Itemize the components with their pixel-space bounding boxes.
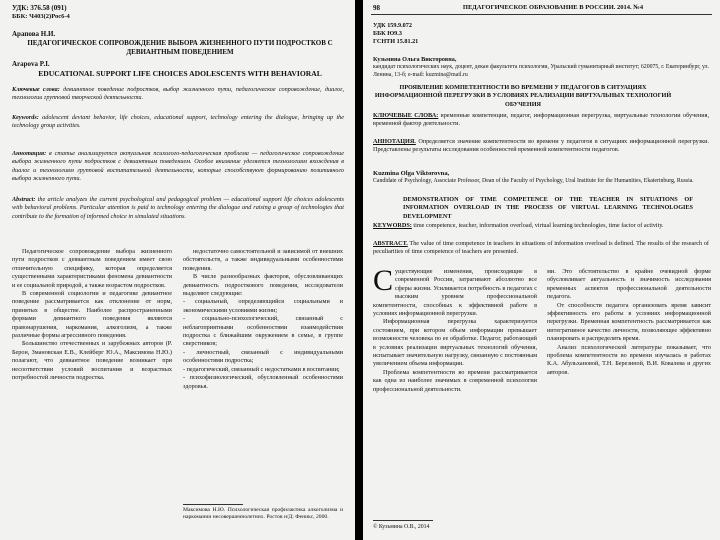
keywords-en-label: Keywords: xyxy=(12,114,39,121)
udk-code: УДК: 376.58 (091) xyxy=(12,4,67,12)
author-en: Arapova P.I. xyxy=(12,60,50,68)
gsnti-code: ГСНТИ 15.81.21 xyxy=(373,38,419,45)
body-paragraph: Педагогическое сопровождение выбора жизненного пути подростков с девиантным поведением имеет свою отличительную специфику, которая определяется существенными характеристиками феномена девиантности и ее социальной природой, а также возрастом подростков. xyxy=(12,248,172,289)
drop-cap: С xyxy=(373,264,394,297)
keywords-ru-label: Ключевые слова: xyxy=(12,86,60,93)
list-item: - социальный, определяющийся социальными и экономическими условиями жизни; xyxy=(183,298,343,314)
left-page xyxy=(0,0,355,540)
keywords-en-text: adolescent deviant behavior, life choices, educational support, technology entering the dialogue, bringing up the technology group activities. xyxy=(12,114,345,130)
list-item: - личностный, связанный с индивидуальными особенностями подростка; xyxy=(183,348,343,365)
article-title-en: EDUCATIONAL SUPPORT LIFE CHOICES ADOLESCENTS WITH BEHAVIORAL xyxy=(38,69,322,78)
keywords-ru xyxy=(12,86,344,103)
body-paragraph: В современной социологии и педагогике девиантное поведение рассматривается как отклонение от норм, принятых в обществе. Наиболее распространенными формами девиантного поведения являются правонарушения, наркомания, алкоголизм, а также различные формы агрессивного поведения. xyxy=(12,290,172,340)
bbk-code: ББК Ю9.3 xyxy=(373,30,402,37)
page-number: 98 xyxy=(373,4,380,12)
article-title-en: DEMONSTRATION OF TIME COMPETENCE OF THE TEACHER IN SITUATIONS OF INFORMATION OVERLOAD IN THE PROCESS OF VIRTUAL LEARNING TECHNOLOGIES DEVELOPMENT xyxy=(403,196,693,220)
list-item: - педагогический, связанный с недостатками в воспитании; xyxy=(183,365,340,373)
affiliation-ru: кандидат психологических наук, доцент, декан факультета психологии, Уральский гуманитарный институт; 620075, г. Екатеринбург, ул. Ленина, 13-б; e-mail: kuzmina@mail.ru xyxy=(373,64,709,78)
keywords-en-label: KEYWORDS: xyxy=(373,222,412,229)
abstract-ru-text: Определяется значение компетентности во времени у педагогов в ситуациях информационной перегрузки. Представлены результаты исследования особенностей временной компетентности педагогов. xyxy=(373,138,709,154)
article-title-ru: ПЕДАГОГИЧЕСКОЕ СОПРОВОЖДЕНИЕ ВЫБОРА ЖИЗНЕННОГО ПУТИ ПОДРОСТКОВ С ДЕВИАНТНЫМ ПОВЕДЕНИЕМ xyxy=(27,39,333,56)
keywords-ru-label: КЛЮЧЕВЫЕ СЛОВА: xyxy=(373,112,439,119)
affiliation-en: Candidate of Psychology, Associate Professor, Dean of the Faculty of Psychology, Ural Institute for the Humanities, Ekaterinburg, Russia. xyxy=(373,178,694,184)
keywords-ru xyxy=(373,112,709,129)
list-item: - социально-психологический, связанный с неблагоприятными особенностями взаимодействия подростка с ближайшим окружением в семье, в группе сверстников; xyxy=(183,315,343,348)
abstract-en-label: Abstract: xyxy=(12,196,36,203)
body-paragraph: уществующие изменения, происходящие в современной России, затрагивают абсолютно все сферы жизни. Усиливается потребность в педагогах с высоким уровнем профессиональной компетентности, способных к эффективной работе в условиях информационной перегрузки. xyxy=(373,268,537,318)
keywords-en-text: time competence, teacher, information overload, virtual learning technologies, time factor of activity. xyxy=(413,222,664,229)
author-en: Kuzmina Olga Viktorovna, xyxy=(373,170,450,177)
header-rule xyxy=(371,14,712,15)
author-ru: Арапова Н.И. xyxy=(12,30,56,38)
body-column-1 xyxy=(373,264,537,394)
article-title-ru: ПРОЯВЛЕНИЕ КОМПЕТЕНТНОСТИ ВО ВРЕМЕНИ У ПЕДАГОГОВ В СИТУАЦИЯХ ИНФОРМАЦИОННОЙ ПЕРЕГРУЗКИ В УСЛОВИЯХ РЕАЛИЗАЦИИ ВИРТУАЛЬНЫХ ТЕХНОЛОГИЙ ОБУЧЕНИЯ xyxy=(374,84,672,108)
right-page xyxy=(363,0,720,540)
abstract-en xyxy=(12,196,344,221)
abstract-ru-text: в статье анализируется актуальная психолого-педагогическая проблема — педагогическое сопровождение выбора жизненного пути подростков с девиантным поведением. Особое внимание уделяется технологиям вхождения в диалог и технологиям групповой воспитательной деятельности, которые способствуют формированию позитивного выбора жизненного пути. xyxy=(12,150,344,183)
author-ru: Кузьмина Ольга Викторовна, xyxy=(373,56,457,63)
footnote-rule xyxy=(373,520,433,521)
body-paragraph: Большинство отечественных и зарубежных авторов (Р. Берон, Змановская Е.В., Клейберг Ю.А., Максимова Н.Ю.) полагают, что девиантное поведение возникает при несоответствии условий воспитания и возрастных потребностей личности подростка. xyxy=(12,340,172,382)
keywords-ru-text: девиантное поведение подростков, выбор жизненного пути, педагогическое сопровождение, диалог, технологии групповой творческой деятельности. xyxy=(12,86,344,102)
keywords-en xyxy=(12,114,344,131)
body-column-1 xyxy=(12,248,172,383)
body-paragraph: От способности педагога организовать время зависит эффективность его работы в условиях информационной перегрузки. Временная компетентность рассматривается как интегративное качество личности, позволяющее эффективно планировать и распределять время. xyxy=(547,301,711,343)
abstract-ru xyxy=(12,150,344,184)
body-paragraph: Анализ психологической литературы показывает, что проблема компетентности во времени изучалась в работах К.А. Абульхановой, Т.Н. Березиной, В.И. Ковалева и других авторов. xyxy=(547,343,711,376)
udk-code: УДК 159.9.072 xyxy=(373,22,412,29)
abstract-ru xyxy=(373,138,709,155)
bbk-code: ББК: Ч403(2)Рос6-4 xyxy=(12,13,70,20)
abstract-ru-label: Аннотация: xyxy=(12,150,47,157)
footnote-rule xyxy=(183,504,243,505)
body-column-2 xyxy=(547,268,711,377)
footnote: Максимова Н.Ю. Психологическая профилактика алкоголизма и наркомании несовершеннолетних. Ростов н/Д: Феникс, 2000. xyxy=(183,507,343,520)
body-paragraph: недостаточно самостоятельной и зависимой от внешних обстоятельств, а также индивидуальными особенностями поведения. xyxy=(183,248,343,272)
body-paragraph: Информационная перегрузка характеризуется состоянием, при котором объем информации превышает возможности человека по ее обработке. Педагог, работающий в условиях реализации виртуальных технологий обучения, испытывает значительную нагрузку, связанную с постоянным увеличением объема информации. xyxy=(373,318,537,368)
body-column-2 xyxy=(183,248,343,391)
body-paragraph: Проблема компетентности во времени рассматривается как одна из наиболее значимых в современной психологии профессиональной деятельности. xyxy=(373,368,537,393)
copyright-footnote: © Кузьмина О.В., 2014 xyxy=(373,524,430,530)
body-paragraph: ми. Это обстоятельство в крайне очевидной форме обусловливает актуальность и значимость исследования временных аспектов профессиональной деятельности педагога. xyxy=(547,268,711,301)
abstract-ru-label: АННОТАЦИЯ. xyxy=(373,138,416,145)
body-paragraph: В числе разнообразных факторов, обусловливающих девиантность подросткового поведения, исследователи выделяют следующие: xyxy=(183,273,343,298)
abstract-en xyxy=(373,240,709,257)
abstract-en-label: ABSTRACT. xyxy=(373,240,408,247)
abstract-en-text: the article analyzes the current psychological and pedagogical problem — educational support life choices adolescents with behavioral problems. Particular attention is paid to technology entering the dialogue and raising a group of technologies that contribute to the formation of informed choice in simulated situations. xyxy=(12,196,345,220)
running-head: ПЕДАГОГИЧЕСКОЕ ОБРАЗОВАНИЕ В РОССИИ. 2014. №4 xyxy=(462,4,644,11)
abstract-en-text: The value of time competence in teachers in situations of information overload is defined. The results of the research of peculiarities of time competence of teachers are presented. xyxy=(373,240,709,256)
keywords-en xyxy=(373,222,709,230)
list-item: - психофизиологический, обусловленный особенностями здоровья. xyxy=(183,374,343,390)
keywords-ru-text: временные компетенции, педагог, информационная перегрузка, виртуальные технологии обучения, временной фактор деятельности. xyxy=(373,112,709,128)
